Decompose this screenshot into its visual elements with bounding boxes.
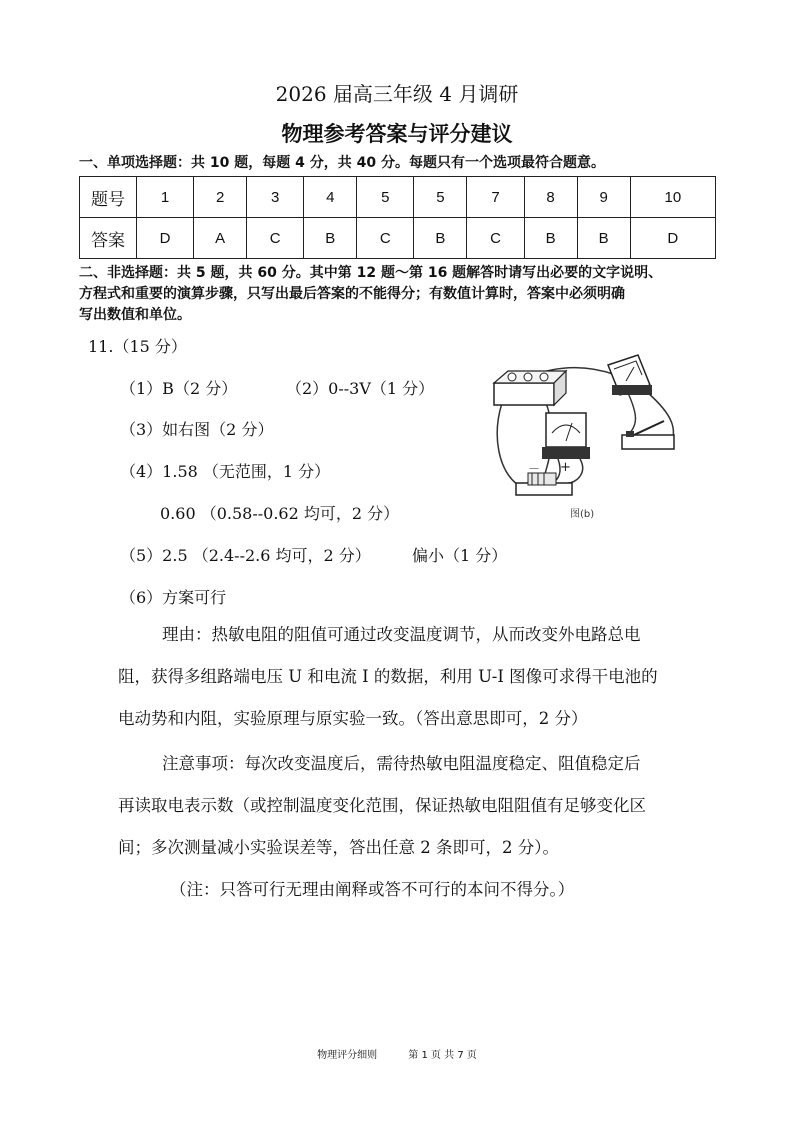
page-footer <box>0 1046 794 1061</box>
section2-heading-line: 二、非选择题：共 5 题，共 60 分。其中第 12 题～第 16 题解答时请写出必要的文字说明、 <box>79 265 663 281</box>
answer-cell: C <box>247 218 304 259</box>
q11-answer-1: （1）B（2 分） <box>120 379 238 398</box>
resistance-box-icon <box>494 371 566 405</box>
section2-heading-line: 写出数值和单位。 <box>79 307 191 323</box>
q11-title: 11.（15 分） <box>88 337 187 356</box>
answer-cell: B <box>414 218 467 259</box>
table-row-numbers <box>80 177 716 218</box>
row-label-numbers: 题号 <box>80 177 137 218</box>
reason-line: 阻，获得多组路端电压 U 和电流 I 的数据，利用 U-I 图像可求得干电池的 <box>118 667 658 686</box>
footer-left: 物理评分细则 <box>317 1050 378 1061</box>
answer-cell: D <box>137 218 194 259</box>
question-number: 8 <box>524 177 577 218</box>
section2-heading <box>79 263 662 326</box>
reason-line: 电动势和内阻，实验原理与原实验一致。（答出意思即可，2 分） <box>118 709 588 728</box>
wire <box>497 403 518 485</box>
question-number: 2 <box>194 177 247 218</box>
q11-answer-3: （3）如右图（2 分） <box>120 420 274 439</box>
table-row-answers <box>80 218 716 259</box>
question-number: 10 <box>630 177 715 218</box>
question-number: 7 <box>467 177 524 218</box>
q11-answer-5: （5）2.5 （2.4--2.6 均可，2 分） <box>120 546 371 565</box>
question-number: 9 <box>577 177 630 218</box>
page-subtitle: 物理参考答案与评分建议 <box>281 122 513 146</box>
figure-caption: 图(b) <box>570 509 595 520</box>
reason-line: 理由：热敏电阻的阻值可通过改变温度调节，从而改变外电路总电 <box>162 625 641 644</box>
section1-heading: 一、单项选择题：共 10 题，每题 4 分，共 40 分。每题只有一个选项最符合题意。 <box>79 155 605 171</box>
question-number: 4 <box>304 177 357 218</box>
q11-answer-6: （6）方案可行 <box>120 588 227 607</box>
question-number: 5 <box>357 177 414 218</box>
answer-cell: A <box>194 218 247 259</box>
question-number: 1 <box>137 177 194 218</box>
question-number: 3 <box>247 177 304 218</box>
q11-answer-5b: 偏小（1 分） <box>412 546 508 565</box>
notes-line: 再读取电表示数（或控制温度变化范围，保证热敏电阻阻值有足够变化区 <box>118 796 646 815</box>
meter-icon <box>608 355 652 395</box>
answer-cell: B <box>577 218 630 259</box>
plus-label: + <box>560 460 571 475</box>
battery-icon <box>516 473 572 495</box>
answer-cell: C <box>467 218 524 259</box>
page-number: 第 1 页 共 7 页 <box>408 1050 477 1061</box>
q11-answer-2: （2）0--3V（1 分） <box>286 379 435 398</box>
q11-reason <box>118 614 718 869</box>
meter-icon <box>542 413 590 459</box>
section2-heading-line: 方程式和重要的演算步骤，只写出最后答案的不能得分；有数值计算时，答案中必须明确 <box>79 286 625 302</box>
switch-icon <box>622 421 674 449</box>
question-number: 5 <box>414 177 467 218</box>
page-title: 2026 届高三年级 4 月调研 <box>275 82 519 106</box>
answer-cell: B <box>524 218 577 259</box>
row-label-answers: 答案 <box>80 218 137 259</box>
q11-answer-4: （4）1.58 （无范围，1 分） <box>120 462 331 481</box>
minus-label: － <box>528 462 541 476</box>
q11-answer-4b: 0.60 （0.58--0.62 均可，2 分） <box>160 504 400 523</box>
answer-cell: D <box>630 218 715 259</box>
wire <box>628 393 636 435</box>
answer-cell: C <box>357 218 414 259</box>
notes-line: 间；多次测量减小实验误差等，答出任意 2 条即可，2 分）。 <box>118 838 559 857</box>
answer-table <box>79 176 716 259</box>
circuit-diagram <box>488 355 688 525</box>
q11-note: （注：只答可行无理由阐释或答不可行的本问不得分。） <box>170 880 575 899</box>
answer-cell: B <box>304 218 357 259</box>
notes-line: 注意事项：每次改变温度后，需待热敏电阻温度稳定、阻值稳定后 <box>162 754 641 773</box>
